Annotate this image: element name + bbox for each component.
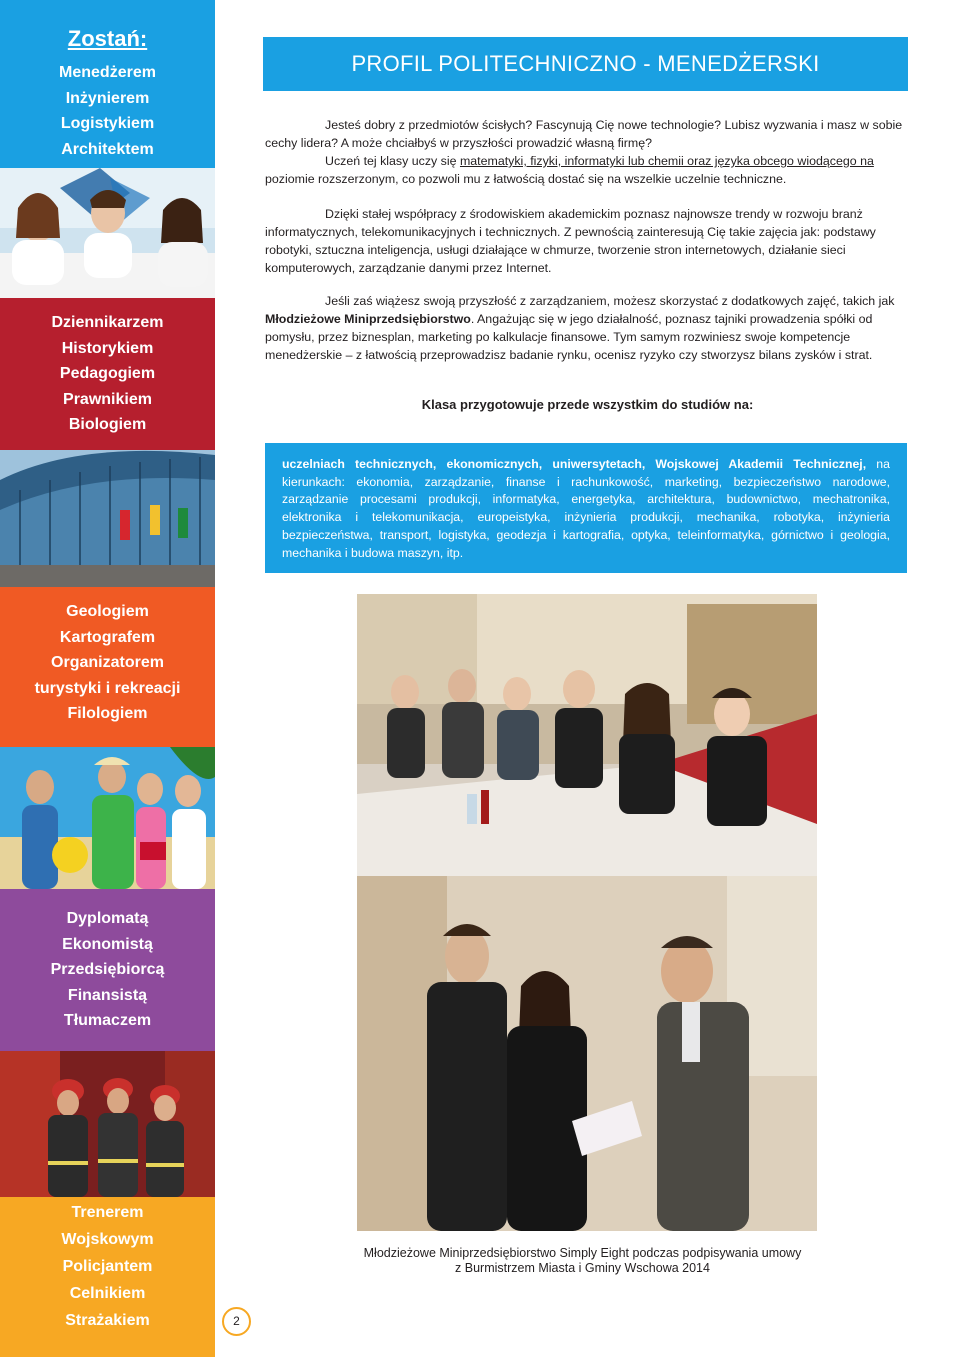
prepares-heading: Klasa przygotowuje przede wszystkim do studiów na: (421, 397, 754, 412)
photo-caption (310, 1246, 855, 1276)
intro-text: Jeśli zaś wiążesz swoją przyszłość z zarządzaniem, możesz skorzystać z dodatkowych zajęć, takich jak (325, 294, 895, 308)
career-item: Kartografem (59, 628, 156, 646)
photo-firefighters (0, 1051, 215, 1197)
photo-beach-students (0, 747, 215, 889)
career-item: Architektem (61, 140, 154, 158)
career-item: Biologiem (68, 416, 147, 433)
career-item: Pedagogiem (59, 365, 156, 382)
sidebar-block-yellow (0, 1197, 215, 1357)
career-item: Filologiem (67, 705, 148, 722)
intro-text-underlined: matematyki, fizyki, informatyki lub chemii oraz języka obcego wiodącego na (459, 154, 874, 168)
career-item: Logistykiem (60, 115, 155, 132)
intro-text: . Angażując się w jego działalność, poznasz tajniki prowadzenia spółki od pomysłu, przez biznesplan, marketing po kalkulacje finansowe. Tym samym rozwiniesz swoje kompetencje menedżerskie – z łatwością przeprowadzisz badanie rynku, ocenisz ryzyko czy stworzysz bilans zysków i strat. (265, 312, 873, 362)
career-item: turystyki i rekreacji (34, 679, 181, 697)
intro-text: Uczeń tej klasy uczy się (325, 154, 460, 168)
career-item: Ekonomistą (62, 935, 153, 953)
career-item: Celnikiem (69, 1285, 146, 1302)
studies-box-text: na kierunkach: ekonomia, zarządzanie, finanse i rachunkowość, marketing, bezpieczeństwo narodowe, zarządzanie procesami produkcji, informatyka, energetyka, architektura, budownictwo, mechatronika, elektronika i telekomunikacja, europeistyka, inżynieria produkcji, mechanika, robotyka, inżynieria bezpieczeństwa, transport, logistyka, geodezja i kartografia, optyka, teleinformatyka, górnictwo i geologia, mechanika i budowa maszyn, itp. (282, 457, 890, 560)
sidebar-block-red (0, 298, 215, 450)
career-item: Dyplomatą (66, 910, 149, 927)
photo-european-parliament (0, 450, 215, 587)
career-item: Policjantem (62, 1258, 153, 1275)
career-item: Wojskowym (61, 1231, 154, 1248)
intro-paragraph-4 (265, 292, 910, 364)
career-item: Strażakiem (65, 1312, 150, 1329)
intro-text: Jesteś dobry z przedmiotów ścisłych? Fascynują Cię nowe technologie? Lubisz wyzwania i masz w sobie cechy lidera? A może chciałbyś w przyszłości prowadzić własną firmę? (265, 118, 903, 150)
career-item: Dziennikarzem (51, 314, 164, 331)
studies-box-bold: uczelniach technicznych, ekonomicznych, uniwersytetach, Wojskowej Akademii Technicznej, (282, 457, 867, 471)
intro-text: poziomie rozszerzonym, co pozwoli mu z łatwością dostać się na wszelkie uczelnie techniczne. (265, 172, 787, 186)
career-item: Menedżerem (59, 64, 156, 81)
career-item: Finansistą (67, 986, 148, 1004)
career-item: Prawnikiem (63, 390, 152, 408)
sidebar-block-purple (0, 889, 215, 1051)
studies-box (265, 443, 907, 573)
photo-ceremony-audience (357, 594, 817, 876)
caption-line-1: Młodzieżowe Miniprzedsiębiorstwo Simply Eight podczas podpisywania umowy (363, 1246, 802, 1260)
intro-paragraph-2 (265, 152, 910, 188)
caption-line-2: z Burmistrzem Miasta i Gminy Wschowa 2014 (455, 1261, 710, 1275)
intro-paragraph-3 (265, 205, 910, 277)
page-title: PROFIL POLITECHNICZNO - MENEDŻERSKI (263, 37, 908, 91)
page-number: 2 (222, 1307, 251, 1336)
career-item: Przedsiębiorcą (50, 961, 165, 978)
career-item: Organizatorem (51, 654, 164, 671)
intro-text-bold: Młodzieżowe Miniprzedsiębiorstwo (265, 312, 471, 326)
intro-text: Dzięki stałej współpracy z środowiskiem akademickim poznasz najnowsze trendy w rozwoju branż informatycznych, telekomunikacyjnych i technicznych. Z pewnością zainteresują Cię takie zajęcia jak: podstawy robotyki, sztuczna inteligencja, usługi działające w chmurze, tworzenie stron internetowych, działanie sieci komputerowych, zarządzanie danymi przez Internet. (265, 207, 876, 275)
intro-paragraph-1 (265, 116, 910, 152)
career-item: Historykiem (61, 339, 154, 357)
sidebar (0, 0, 215, 1357)
career-item: Tłumaczem (63, 1012, 152, 1029)
sidebar-block-blue (0, 0, 215, 168)
career-item: Trenerem (71, 1204, 144, 1221)
career-item: Inżynierem (65, 89, 150, 107)
sidebar-block-orange (0, 587, 215, 747)
photo-students-logo (0, 168, 215, 298)
career-item: Geologiem (66, 603, 149, 620)
sidebar-title: Zostań: (67, 26, 148, 51)
photo-contract-signing (357, 876, 817, 1231)
